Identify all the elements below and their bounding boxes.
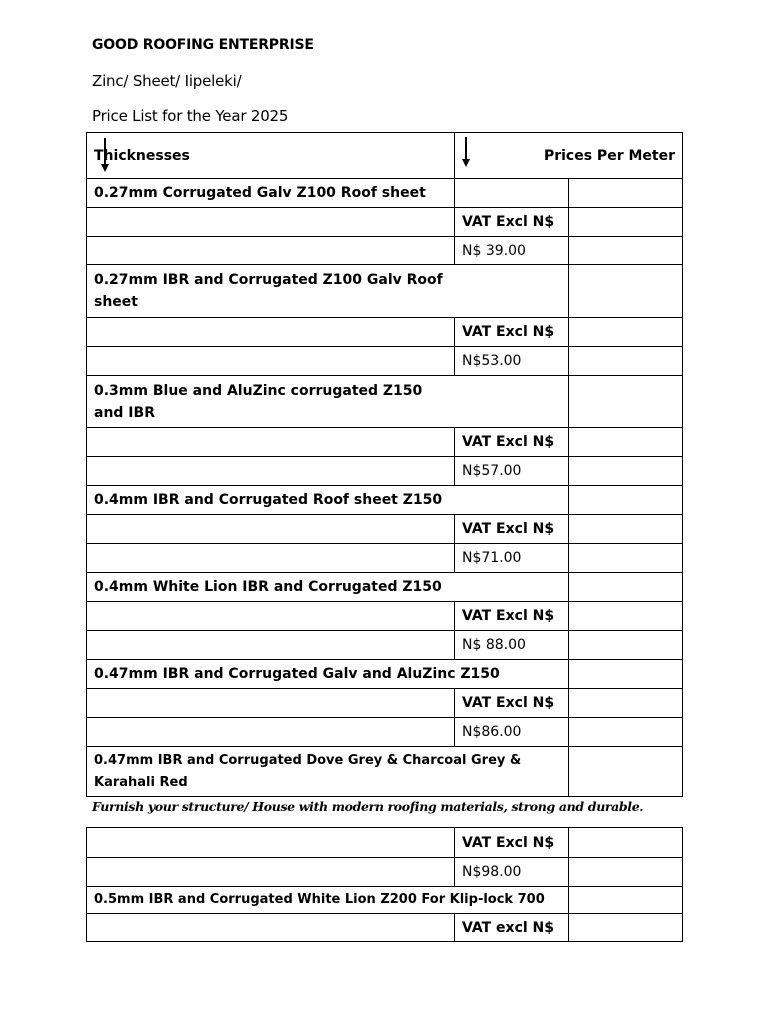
price-table-continued	[86, 827, 683, 942]
company-name: GOOD ROOFING ENTERPRISE	[92, 37, 314, 53]
empty-cell	[569, 486, 683, 515]
empty-cell	[569, 858, 683, 887]
table-row	[87, 631, 683, 660]
price-table	[86, 132, 683, 797]
table-row	[87, 376, 683, 428]
table-row	[87, 828, 683, 858]
empty-cell	[87, 237, 455, 265]
empty-cell	[569, 631, 683, 660]
empty-cell	[569, 457, 683, 486]
table-row	[87, 689, 683, 718]
empty-cell	[569, 718, 683, 747]
empty-cell	[569, 208, 683, 237]
empty-cell	[569, 747, 683, 797]
marketing-tagline: Furnish your structure/ House with modern roofing materials, strong and durable.	[92, 799, 644, 814]
table-row	[87, 718, 683, 747]
empty-cell	[87, 457, 455, 486]
product-name: 0.4mm White Lion IBR and Corrugated Z150	[87, 573, 569, 602]
empty-cell	[569, 914, 683, 942]
empty-cell	[87, 689, 455, 718]
empty-cell	[87, 428, 455, 457]
table-row	[87, 747, 683, 797]
price-value: N$86.00	[455, 718, 569, 747]
product-name: 0.47mm IBR and Corrugated Galv and AluZinc Z150	[87, 660, 569, 689]
table-row	[87, 515, 683, 544]
empty-cell	[87, 515, 455, 544]
price-value: N$ 39.00	[455, 237, 569, 265]
empty-cell	[87, 828, 455, 858]
product-name: 0.5mm IBR and Corrugated White Lion Z200 For Klip-lock 700	[87, 887, 569, 914]
table-row	[87, 179, 683, 208]
price-value: N$53.00	[455, 347, 569, 376]
product-name: 0.27mm Corrugated Galv Z100 Roof sheet	[87, 179, 455, 208]
price-header-cell	[455, 133, 683, 179]
down-arrow-icon	[100, 138, 110, 172]
empty-cell	[569, 887, 683, 914]
table-row	[87, 858, 683, 887]
table-row	[87, 318, 683, 347]
empty-cell	[87, 858, 455, 887]
empty-cell	[569, 376, 683, 428]
price-value: N$98.00	[455, 858, 569, 887]
product-name: 0.27mm IBR and Corrugated Z100 Galv Roof sheet	[87, 265, 569, 318]
document-title: Price List for the Year 2025	[92, 107, 289, 125]
empty-cell	[569, 318, 683, 347]
vat-label: VAT Excl N$	[455, 515, 569, 544]
table-row	[87, 486, 683, 515]
table-row	[87, 544, 683, 573]
thickness-header: Thicknesses	[94, 147, 190, 164]
vat-label: VAT Excl N$	[455, 689, 569, 718]
empty-cell	[569, 179, 683, 208]
product-name: 0.3mm Blue and AluZinc corrugated Z150 and IBR	[87, 376, 569, 428]
vat-label: VAT Excl N$	[455, 208, 569, 237]
empty-cell	[569, 602, 683, 631]
thickness-header-cell	[87, 133, 455, 179]
empty-cell	[87, 914, 455, 942]
table-row	[87, 602, 683, 631]
empty-cell	[87, 208, 455, 237]
empty-cell	[87, 318, 455, 347]
empty-cell	[87, 602, 455, 631]
price-value: N$ 88.00	[455, 631, 569, 660]
empty-cell	[569, 828, 683, 858]
vat-label: VAT excl N$	[455, 914, 569, 942]
table-row	[87, 914, 683, 942]
empty-cell	[569, 544, 683, 573]
empty-cell	[569, 265, 683, 318]
empty-cell	[569, 347, 683, 376]
down-arrow-icon	[461, 137, 471, 167]
table-row	[87, 208, 683, 237]
table-row	[87, 887, 683, 914]
empty-cell	[569, 515, 683, 544]
empty-cell	[87, 631, 455, 660]
empty-cell	[569, 660, 683, 689]
table-row	[87, 265, 683, 318]
vat-label: VAT Excl N$	[455, 428, 569, 457]
empty-cell	[87, 718, 455, 747]
empty-cell	[87, 347, 455, 376]
table-row	[87, 660, 683, 689]
price-header: Prices Per Meter	[543, 147, 675, 164]
product-category: Zinc/ Sheet/ Iipeleki/	[92, 72, 242, 90]
vat-label: VAT Excl N$	[455, 602, 569, 631]
empty-cell	[569, 237, 683, 265]
table-row	[87, 428, 683, 457]
table-row	[87, 237, 683, 265]
empty-cell	[569, 689, 683, 718]
table-row	[87, 573, 683, 602]
product-name: 0.4mm IBR and Corrugated Roof sheet Z150	[87, 486, 569, 515]
table-row	[87, 347, 683, 376]
vat-label: VAT Excl N$	[455, 318, 569, 347]
vat-label: VAT Excl N$	[455, 828, 569, 858]
empty-cell	[455, 179, 569, 208]
empty-cell	[569, 573, 683, 602]
table-row	[87, 457, 683, 486]
empty-cell	[569, 428, 683, 457]
empty-cell	[87, 544, 455, 573]
product-name: 0.47mm IBR and Corrugated Dove Grey & Charcoal Grey & Karahali Red	[87, 747, 569, 797]
price-value: N$57.00	[455, 457, 569, 486]
price-value: N$71.00	[455, 544, 569, 573]
